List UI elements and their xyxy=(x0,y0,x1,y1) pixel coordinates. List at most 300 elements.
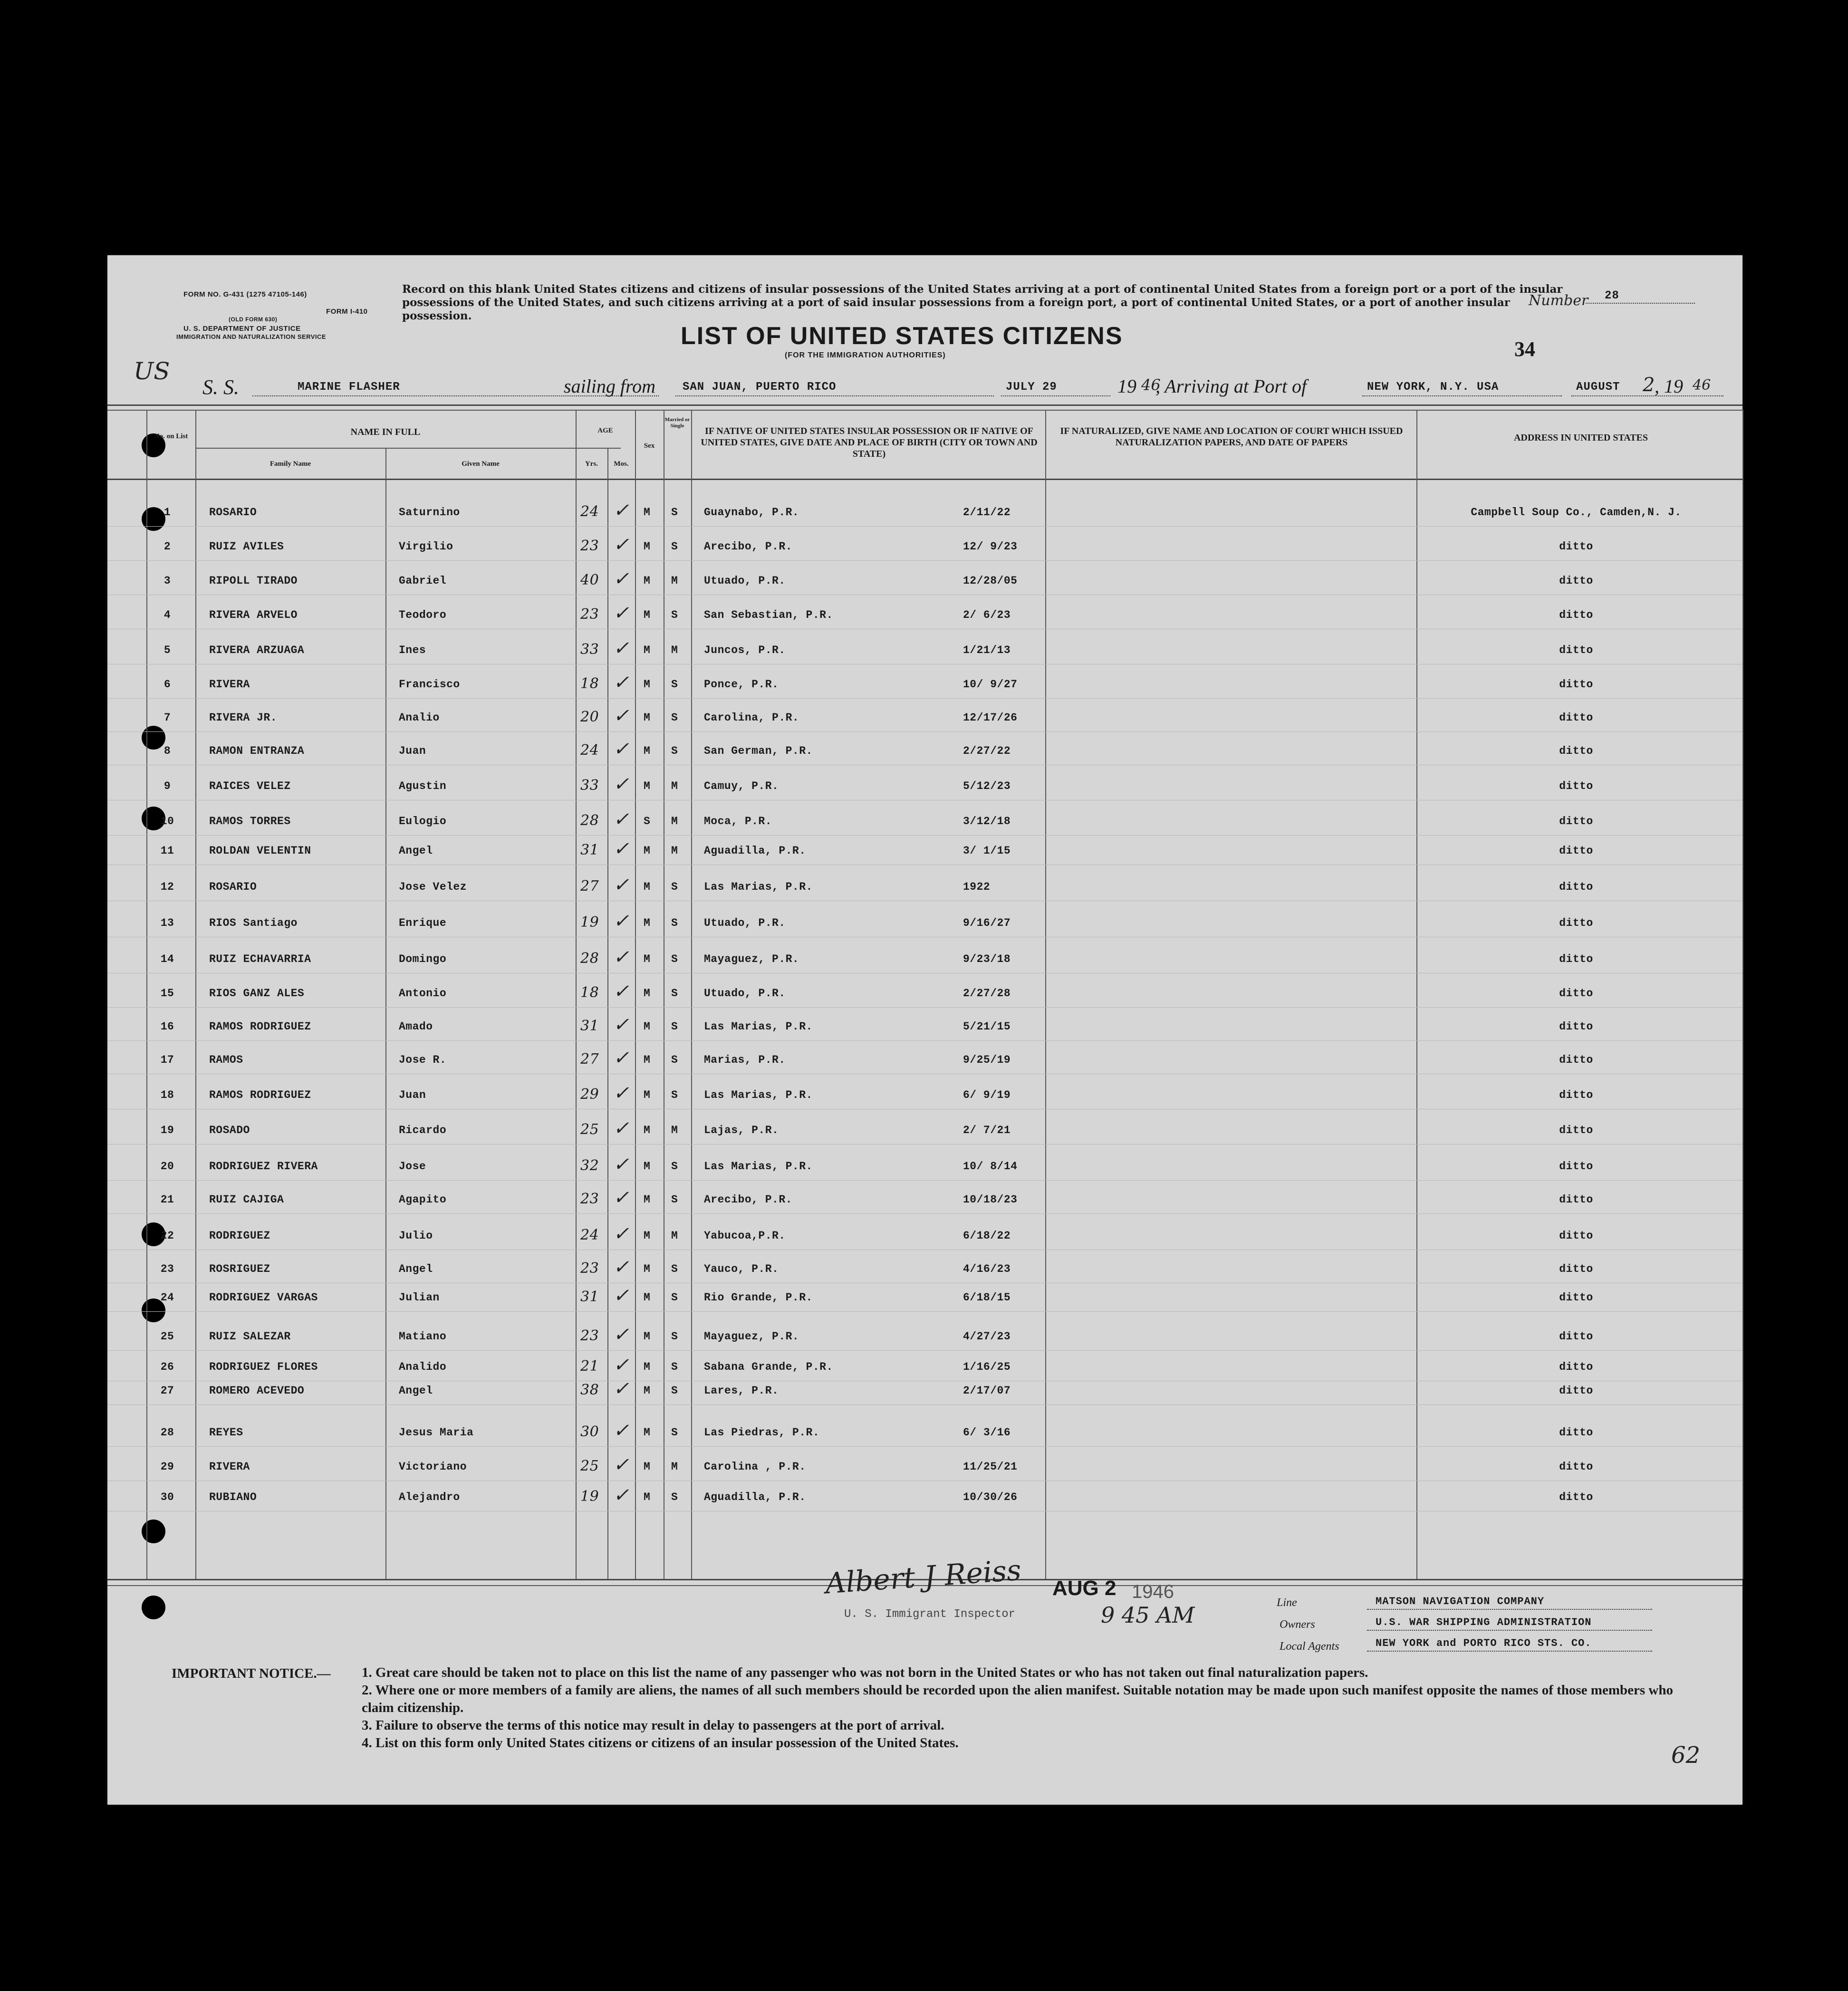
cell-no: 12 xyxy=(160,881,174,893)
cell-birthplace: Yauco, P.R. xyxy=(704,1263,779,1275)
row-divider xyxy=(107,835,1742,836)
notice-label-text: IMPORTANT NOTICE. xyxy=(172,1666,317,1681)
line-value: MATSON NAVIGATION COMPANY xyxy=(1376,1596,1545,1607)
department: U. S. DEPARTMENT OF JUSTICE xyxy=(183,325,301,333)
year-suffix: 46 xyxy=(1141,376,1161,394)
cell-birth-date: 10/18/23 xyxy=(963,1193,1018,1206)
arrival-year-prefix: , 19 xyxy=(1655,375,1683,397)
cell-family-name: RUIZ AVILES xyxy=(209,540,284,553)
cell-address: ditto xyxy=(1559,780,1593,792)
checkmark-icon: ✓ xyxy=(613,705,629,727)
cell-family-name: RIVERA JR. xyxy=(209,712,278,724)
cell-given-name: Enrique xyxy=(399,917,447,929)
cell-given-name: Domingo xyxy=(399,953,447,965)
cell-address: ditto xyxy=(1559,1491,1593,1503)
checkmark-icon: ✓ xyxy=(613,1082,629,1104)
cell-birthplace: Guaynabo, P.R. xyxy=(704,506,799,519)
checkmark-icon: ✓ xyxy=(613,637,629,659)
cell-birthplace: Las Piedras, P.R. xyxy=(704,1426,820,1439)
cell-birth-date: 2/17/07 xyxy=(963,1385,1011,1397)
cell-married-single: M xyxy=(671,815,678,827)
cell-family-name: RIVERA ARVELO xyxy=(209,609,298,621)
cell-address: ditto xyxy=(1559,1020,1593,1033)
checkmark-icon: ✓ xyxy=(613,1484,629,1506)
cell-family-name: RIOS GANZ ALES xyxy=(209,987,305,1000)
cell-birth-date: 6/18/15 xyxy=(963,1291,1011,1304)
cell-sex: M xyxy=(644,987,651,1000)
arrival-day: 2 xyxy=(1643,374,1655,396)
cell-no: 5 xyxy=(164,644,171,656)
line-label: Line xyxy=(1277,1597,1297,1609)
cell-age-yrs: 24 xyxy=(580,1227,599,1243)
arriving-label: , Arriving at Port of xyxy=(1155,375,1307,397)
cell-address: ditto xyxy=(1559,609,1593,621)
cell-birth-date: 2/27/22 xyxy=(963,745,1011,757)
cell-married-single: S xyxy=(671,1160,678,1173)
checkmark-icon: ✓ xyxy=(613,1324,629,1346)
checkmark-icon: ✓ xyxy=(613,672,629,693)
cell-address: ditto xyxy=(1559,540,1593,553)
cell-given-name: Matiano xyxy=(399,1330,447,1343)
cell-sex: M xyxy=(644,1330,651,1343)
cell-no: 10 xyxy=(160,815,174,827)
cell-given-name: Julian xyxy=(399,1291,440,1304)
cell-address: ditto xyxy=(1559,575,1593,587)
cell-sex: M xyxy=(644,953,651,965)
cell-birthplace: Utuado, P.R. xyxy=(704,917,786,929)
cell-married-single: S xyxy=(671,1491,678,1503)
cell-birth-date: 3/12/18 xyxy=(963,815,1011,827)
cell-birthplace: Yabucoa,P.R. xyxy=(704,1230,786,1242)
cell-sex: M xyxy=(644,644,651,656)
cell-address: ditto xyxy=(1559,987,1593,1000)
cell-birthplace: Aguadilla, P.R. xyxy=(704,1491,806,1503)
cell-family-name: RIVERA xyxy=(209,1461,250,1473)
cell-no: 14 xyxy=(160,953,174,965)
cell-age-yrs: 25 xyxy=(580,1458,599,1474)
cell-no: 19 xyxy=(160,1124,174,1136)
cell-birth-date: 12/28/05 xyxy=(963,575,1018,587)
cell-no: 7 xyxy=(164,712,171,724)
header-sex: Sex xyxy=(644,442,655,450)
cell-married-single: S xyxy=(671,917,678,929)
cell-family-name: RUIZ ECHAVARRIA xyxy=(209,953,311,965)
cell-age-yrs: 23 xyxy=(580,1327,599,1344)
manifest-sheet xyxy=(107,255,1742,1805)
cell-birthplace: San German, P.R. xyxy=(704,745,813,757)
cell-married-single: M xyxy=(671,780,678,792)
page-number: 34 xyxy=(1514,337,1535,361)
cell-birthplace: Moca, P.R. xyxy=(704,815,772,827)
cell-married-single: M xyxy=(671,1124,678,1136)
cell-no: 4 xyxy=(164,609,171,621)
cell-no: 8 xyxy=(164,745,171,757)
checkmark-icon: ✓ xyxy=(613,602,629,624)
checkmark-icon: ✓ xyxy=(613,946,629,968)
inspector-label: U. S. Immigrant Inspector xyxy=(844,1608,1016,1621)
record-instructions: Record on this blank United States citizens and citizens of insular possessions of the United States arriving at a port of continental United States from a foreign port or a port of the insular possessions of the United States, and such citizens arriving at a port of said insular possessions from a foreign port, a port of continental United States, or a port of another insular possession. xyxy=(402,283,1563,322)
cell-age-yrs: 23 xyxy=(580,1260,599,1277)
cell-family-name: RAMOS RODRIGUEZ xyxy=(209,1089,311,1101)
cell-birth-date: 10/ 8/14 xyxy=(963,1160,1018,1173)
stamp-date: AUG 2 xyxy=(1052,1577,1116,1600)
cell-birth-date: 1922 xyxy=(963,881,991,893)
cell-married-single: S xyxy=(671,953,678,965)
cell-birthplace: Utuado, P.R. xyxy=(704,575,786,587)
cell-age-yrs: 18 xyxy=(580,984,599,1001)
service: IMMIGRATION AND NATURALIZATION SERVICE xyxy=(176,333,327,340)
cell-no: 22 xyxy=(160,1230,174,1242)
checkmark-icon: ✓ xyxy=(613,1014,629,1036)
cell-birth-date: 1/21/13 xyxy=(963,644,1011,656)
checkmark-icon: ✓ xyxy=(613,534,629,556)
checkmark-icon: ✓ xyxy=(613,568,629,590)
cell-address: ditto xyxy=(1559,881,1593,893)
owners-value: U.S. WAR SHIPPING ADMINISTRATION xyxy=(1376,1616,1592,1628)
cell-age-yrs: 27 xyxy=(580,1051,599,1068)
cell-age-yrs: 23 xyxy=(580,1191,599,1207)
cell-age-yrs: 33 xyxy=(580,641,599,658)
cell-family-name: RAICES VELEZ xyxy=(209,780,291,792)
cell-married-single: S xyxy=(671,1020,678,1033)
cell-married-single: S xyxy=(671,881,678,893)
cell-married-single: S xyxy=(671,1089,678,1101)
cell-sex: M xyxy=(644,780,651,792)
cell-birth-date: 9/16/27 xyxy=(963,917,1011,929)
cell-family-name: REYES xyxy=(209,1426,243,1439)
cell-family-name: RODRIGUEZ xyxy=(209,1230,270,1242)
cell-family-name: RIOS Santiago xyxy=(209,917,298,929)
cell-married-single: M xyxy=(671,1461,678,1473)
cell-age-yrs: 23 xyxy=(580,606,599,623)
cell-given-name: Angel xyxy=(399,1263,433,1275)
cell-birthplace: Mayaguez, P.R. xyxy=(704,953,799,965)
cell-address: ditto xyxy=(1559,1385,1593,1397)
cell-no: 18 xyxy=(160,1089,174,1101)
header-given-name: Given Name xyxy=(462,460,500,468)
cell-birth-date: 9/23/18 xyxy=(963,953,1011,965)
checkmark-icon: ✓ xyxy=(613,1285,629,1307)
cell-given-name: Gabriel xyxy=(399,575,447,587)
cell-sex: M xyxy=(644,1263,651,1275)
checkmark-icon: ✓ xyxy=(613,1378,629,1400)
inspector-signature: Albert J Reiss xyxy=(824,1553,1022,1601)
cell-birthplace: Las Marias, P.R. xyxy=(704,1020,813,1033)
cell-birthplace: Arecibo, P.R. xyxy=(704,1193,792,1206)
cell-married-single: S xyxy=(671,1291,678,1304)
cell-birth-date: 5/12/23 xyxy=(963,780,1011,792)
cell-age-yrs: 21 xyxy=(580,1358,599,1375)
row-divider xyxy=(107,1350,1742,1351)
cell-birthplace: San Sebastian, P.R. xyxy=(704,609,833,621)
cell-age-yrs: 23 xyxy=(580,538,599,554)
cell-given-name: Ines xyxy=(399,644,426,656)
cell-no: 27 xyxy=(160,1385,174,1397)
cell-married-single: S xyxy=(671,1193,678,1206)
cell-married-single: M xyxy=(671,845,678,857)
cell-age-yrs: 18 xyxy=(580,675,599,692)
cell-no: 13 xyxy=(160,917,174,929)
cell-address: ditto xyxy=(1559,1124,1593,1136)
cell-given-name: Ricardo xyxy=(399,1124,447,1136)
cell-given-name: Virgilio xyxy=(399,540,453,553)
cell-sex: M xyxy=(644,1193,651,1206)
row-divider xyxy=(107,1446,1742,1447)
cell-sex: M xyxy=(644,609,651,621)
cell-address: ditto xyxy=(1559,953,1593,965)
cell-given-name: Jose R. xyxy=(399,1054,447,1066)
arrival-year-suffix: 46 xyxy=(1693,377,1711,394)
cell-birthplace: Aguadilla, P.R. xyxy=(704,845,806,857)
header-naturalized: IF NATURALIZED, GIVE NAME AND LOCATION OF COURT WHICH ISSUED NATURALIZATION PAPERS, AND DATE OF PAPERS xyxy=(1060,426,1403,448)
row-divider xyxy=(107,1144,1742,1145)
cell-age-yrs: 20 xyxy=(580,709,599,725)
cell-given-name: Jose Velez xyxy=(399,881,467,893)
cell-age-yrs: 27 xyxy=(580,878,599,895)
cell-address: ditto xyxy=(1559,1291,1593,1304)
checkmark-icon: ✓ xyxy=(613,500,629,521)
cell-sex: M xyxy=(644,845,651,857)
cell-sex: M xyxy=(644,1361,651,1373)
checkmark-icon: ✓ xyxy=(613,1117,629,1139)
checkmark-icon: ✓ xyxy=(613,838,629,860)
cell-no: 2 xyxy=(164,540,171,553)
cell-age-yrs: 30 xyxy=(580,1424,599,1440)
cell-birthplace: Lajas, P.R. xyxy=(704,1124,779,1136)
cell-birth-date: 3/ 1/15 xyxy=(963,845,1011,857)
cell-birth-date: 2/ 6/23 xyxy=(963,609,1011,621)
header-yrs: Yrs. xyxy=(585,460,598,468)
cell-birth-date: 12/17/26 xyxy=(963,712,1018,724)
cell-birth-date: 6/ 3/16 xyxy=(963,1426,1011,1439)
cell-address: ditto xyxy=(1559,1160,1593,1173)
arrival-port: NEW YORK, N.Y. USA xyxy=(1367,381,1499,394)
checkmark-icon: ✓ xyxy=(613,910,629,932)
cell-birthplace: Juncos, P.R. xyxy=(704,644,786,656)
header-name-in-full: NAME IN FULL xyxy=(350,427,421,437)
cell-age-yrs: 19 xyxy=(580,914,599,931)
form-number: FORM NO. G-431 (1275 47105-146) xyxy=(183,290,307,298)
cell-family-name: RODRIGUEZ VARGAS xyxy=(209,1291,318,1304)
cell-family-name: ROSARIO xyxy=(209,506,257,519)
form-i410-sub: (OLD FORM 630) xyxy=(229,316,278,323)
cell-birth-date: 2/ 7/21 xyxy=(963,1124,1011,1136)
checkmark-icon: ✓ xyxy=(613,1454,629,1476)
cell-address: Campbell Soup Co., Camden,N. J. xyxy=(1471,506,1682,519)
cell-family-name: RAMOS TORRES xyxy=(209,815,291,827)
notice-item-4: 4. List on this form only United States citizens or citizens of an insular possession of the United States. xyxy=(362,1735,959,1751)
cell-no: 21 xyxy=(160,1193,174,1206)
cell-birth-date: 9/25/19 xyxy=(963,1054,1011,1066)
notice-item-3: 3. Failure to observe the terms of this notice may result in delay to passengers at the port of arrival. xyxy=(362,1718,944,1733)
cell-given-name: Analido xyxy=(399,1361,447,1373)
cell-birth-date: 10/30/26 xyxy=(963,1491,1018,1503)
cell-sex: M xyxy=(644,745,651,757)
cell-birthplace: Carolina, P.R. xyxy=(704,712,799,724)
agents-value: NEW YORK and PORTO RICO STS. CO. xyxy=(1376,1637,1592,1649)
cell-no: 26 xyxy=(160,1361,174,1373)
cell-given-name: Antonio xyxy=(399,987,447,1000)
number-value: 28 xyxy=(1605,289,1619,302)
cell-given-name: Juan xyxy=(399,745,426,757)
cell-married-single: S xyxy=(671,540,678,553)
cell-sex: M xyxy=(644,1491,651,1503)
cell-family-name: RUIZ CAJIGA xyxy=(209,1193,284,1206)
cell-address: ditto xyxy=(1559,1193,1593,1206)
cell-age-yrs: 32 xyxy=(580,1157,599,1174)
cell-address: ditto xyxy=(1559,917,1593,929)
cell-no: 1 xyxy=(164,506,171,519)
cell-married-single: S xyxy=(671,609,678,621)
cell-family-name: RIPOLL TIRADO xyxy=(209,575,298,587)
checkmark-icon: ✓ xyxy=(613,1256,629,1278)
cell-birthplace: Marias, P.R. xyxy=(704,1054,786,1066)
cell-family-name: RAMOS RODRIGUEZ xyxy=(209,1020,311,1033)
cell-family-name: RAMOS xyxy=(209,1054,243,1066)
cell-age-yrs: 28 xyxy=(580,812,599,829)
arrival-month: AUGUST xyxy=(1576,381,1620,394)
cell-married-single: S xyxy=(671,712,678,724)
cell-no: 15 xyxy=(160,987,174,1000)
cell-birthplace: Las Marias, P.R. xyxy=(704,881,813,893)
form-i410: FORM I-410 xyxy=(326,308,368,316)
cell-birth-date: 4/16/23 xyxy=(963,1263,1011,1275)
cell-age-yrs: 28 xyxy=(580,950,599,967)
cell-given-name: Francisco xyxy=(399,678,460,691)
cell-married-single: S xyxy=(671,1426,678,1439)
agents-label: Local Agents xyxy=(1280,1640,1339,1653)
cell-family-name: ROSARIO xyxy=(209,881,257,893)
checkmark-icon: ✓ xyxy=(613,874,629,896)
ss-label: S. S. xyxy=(202,375,239,399)
cell-family-name: ROSRIGUEZ xyxy=(209,1263,270,1275)
checkmark-icon: ✓ xyxy=(613,1354,629,1376)
cell-married-single: S xyxy=(671,678,678,691)
cell-address: ditto xyxy=(1559,745,1593,757)
cell-family-name: RODRIGUEZ FLORES xyxy=(209,1361,318,1373)
row-divider xyxy=(107,526,1742,527)
cell-married-single: S xyxy=(671,987,678,1000)
cell-family-name: RIVERA xyxy=(209,678,250,691)
row-divider xyxy=(107,1040,1742,1041)
cell-no: 9 xyxy=(164,780,171,792)
cell-birthplace: Carolina , P.R. xyxy=(704,1461,806,1473)
cell-no: 16 xyxy=(160,1020,174,1033)
cell-family-name: RUIZ SALEZAR xyxy=(209,1330,291,1343)
cell-sex: M xyxy=(644,1230,651,1242)
cell-birth-date: 5/21/15 xyxy=(963,1020,1011,1033)
checkmark-icon: ✓ xyxy=(613,1420,629,1442)
cell-sex: M xyxy=(644,1020,651,1033)
row-divider xyxy=(107,1311,1742,1312)
cell-age-yrs: 19 xyxy=(580,1488,599,1505)
sailing-label: sailing from xyxy=(564,375,655,397)
checkmark-icon: ✓ xyxy=(613,738,629,760)
cell-family-name: RIVERA ARZUAGA xyxy=(209,644,305,656)
header-married-or-single: Married or Single xyxy=(664,417,690,429)
number-label: Number xyxy=(1529,292,1588,309)
cell-given-name: Agapito xyxy=(399,1193,447,1206)
cell-sex: M xyxy=(644,712,651,724)
cell-birth-date: 10/ 9/27 xyxy=(963,678,1018,691)
cell-no: 24 xyxy=(160,1291,174,1304)
cell-no: 6 xyxy=(164,678,171,691)
cell-family-name: ROMERO ACEVEDO xyxy=(209,1385,305,1397)
cell-no: 25 xyxy=(160,1330,174,1343)
cell-birthplace: Rio Grande, P.R. xyxy=(704,1291,813,1304)
cell-age-yrs: 40 xyxy=(580,572,599,588)
cell-family-name: RUBIANO xyxy=(209,1491,257,1503)
row-divider xyxy=(107,1180,1742,1181)
cell-given-name: Angel xyxy=(399,1385,433,1397)
cell-sex: M xyxy=(644,506,651,519)
cell-sex: M xyxy=(644,1461,651,1473)
cell-age-yrs: 29 xyxy=(580,1086,599,1103)
stamp-time: 9 45 AM xyxy=(1101,1602,1195,1628)
cell-married-single: S xyxy=(671,745,678,757)
cell-sex: M xyxy=(644,881,651,893)
cell-married-single: M xyxy=(671,644,678,656)
cell-married-single: M xyxy=(671,1230,678,1242)
cell-sex: M xyxy=(644,1385,651,1397)
cell-married-single: S xyxy=(671,1330,678,1343)
cell-address: ditto xyxy=(1559,1089,1593,1101)
row-divider xyxy=(107,1213,1742,1214)
cell-address: ditto xyxy=(1559,1054,1593,1066)
cell-sex: M xyxy=(644,1124,651,1136)
row-divider xyxy=(107,731,1742,732)
cell-no: 11 xyxy=(160,845,174,857)
cell-age-yrs: 33 xyxy=(580,777,599,794)
cell-no: 17 xyxy=(160,1054,174,1066)
cell-family-name: RAMON ENTRANZA xyxy=(209,745,305,757)
cell-birthplace: Las Marias, P.R. xyxy=(704,1160,813,1173)
cell-birth-date: 12/ 9/23 xyxy=(963,540,1018,553)
notice-item-1: 1. Great care should be taken not to place on this list the name of any passenger who was not born in the United States or who has not taken out final naturalization papers. xyxy=(362,1665,1368,1680)
cell-birthplace: Lares, P.R. xyxy=(704,1385,779,1397)
cell-birthplace: Ponce, P.R. xyxy=(704,678,779,691)
cell-given-name: Jose xyxy=(399,1160,426,1173)
cell-married-single: S xyxy=(671,1054,678,1066)
cell-birth-date: 6/ 9/19 xyxy=(963,1089,1011,1101)
header-address: ADDRESS IN UNITED STATES xyxy=(1513,433,1648,443)
cell-married-single: S xyxy=(671,1361,678,1373)
cell-address: ditto xyxy=(1559,1263,1593,1275)
cell-given-name: Teodoro xyxy=(399,609,447,621)
cell-birth-date: 4/27/23 xyxy=(963,1330,1011,1343)
sailing-from: SAN JUAN, PUERTO RICO xyxy=(683,381,837,394)
notice-label: IMPORTANT NOTICE.— xyxy=(172,1666,331,1681)
cell-sex: M xyxy=(644,540,651,553)
cell-given-name: Julio xyxy=(399,1230,433,1242)
checkmark-icon: ✓ xyxy=(613,1223,629,1245)
cell-no: 29 xyxy=(160,1461,174,1473)
row-divider xyxy=(107,560,1742,561)
row-divider xyxy=(107,698,1742,699)
cell-age-yrs: 31 xyxy=(580,842,599,858)
cell-family-name: ROSADO xyxy=(209,1124,250,1136)
cell-married-single: S xyxy=(671,1385,678,1397)
cell-birth-date: 2/11/22 xyxy=(963,506,1011,519)
cell-given-name: Alejandro xyxy=(399,1491,460,1503)
checkmark-icon: ✓ xyxy=(613,773,629,795)
cell-address: ditto xyxy=(1559,1230,1593,1242)
page-subtitle: (FOR THE IMMIGRATION AUTHORITIES) xyxy=(785,351,946,359)
cell-no: 20 xyxy=(160,1160,174,1173)
cell-given-name: Saturnino xyxy=(399,506,460,519)
checkmark-icon: ✓ xyxy=(613,981,629,1002)
cell-sex: M xyxy=(644,678,651,691)
